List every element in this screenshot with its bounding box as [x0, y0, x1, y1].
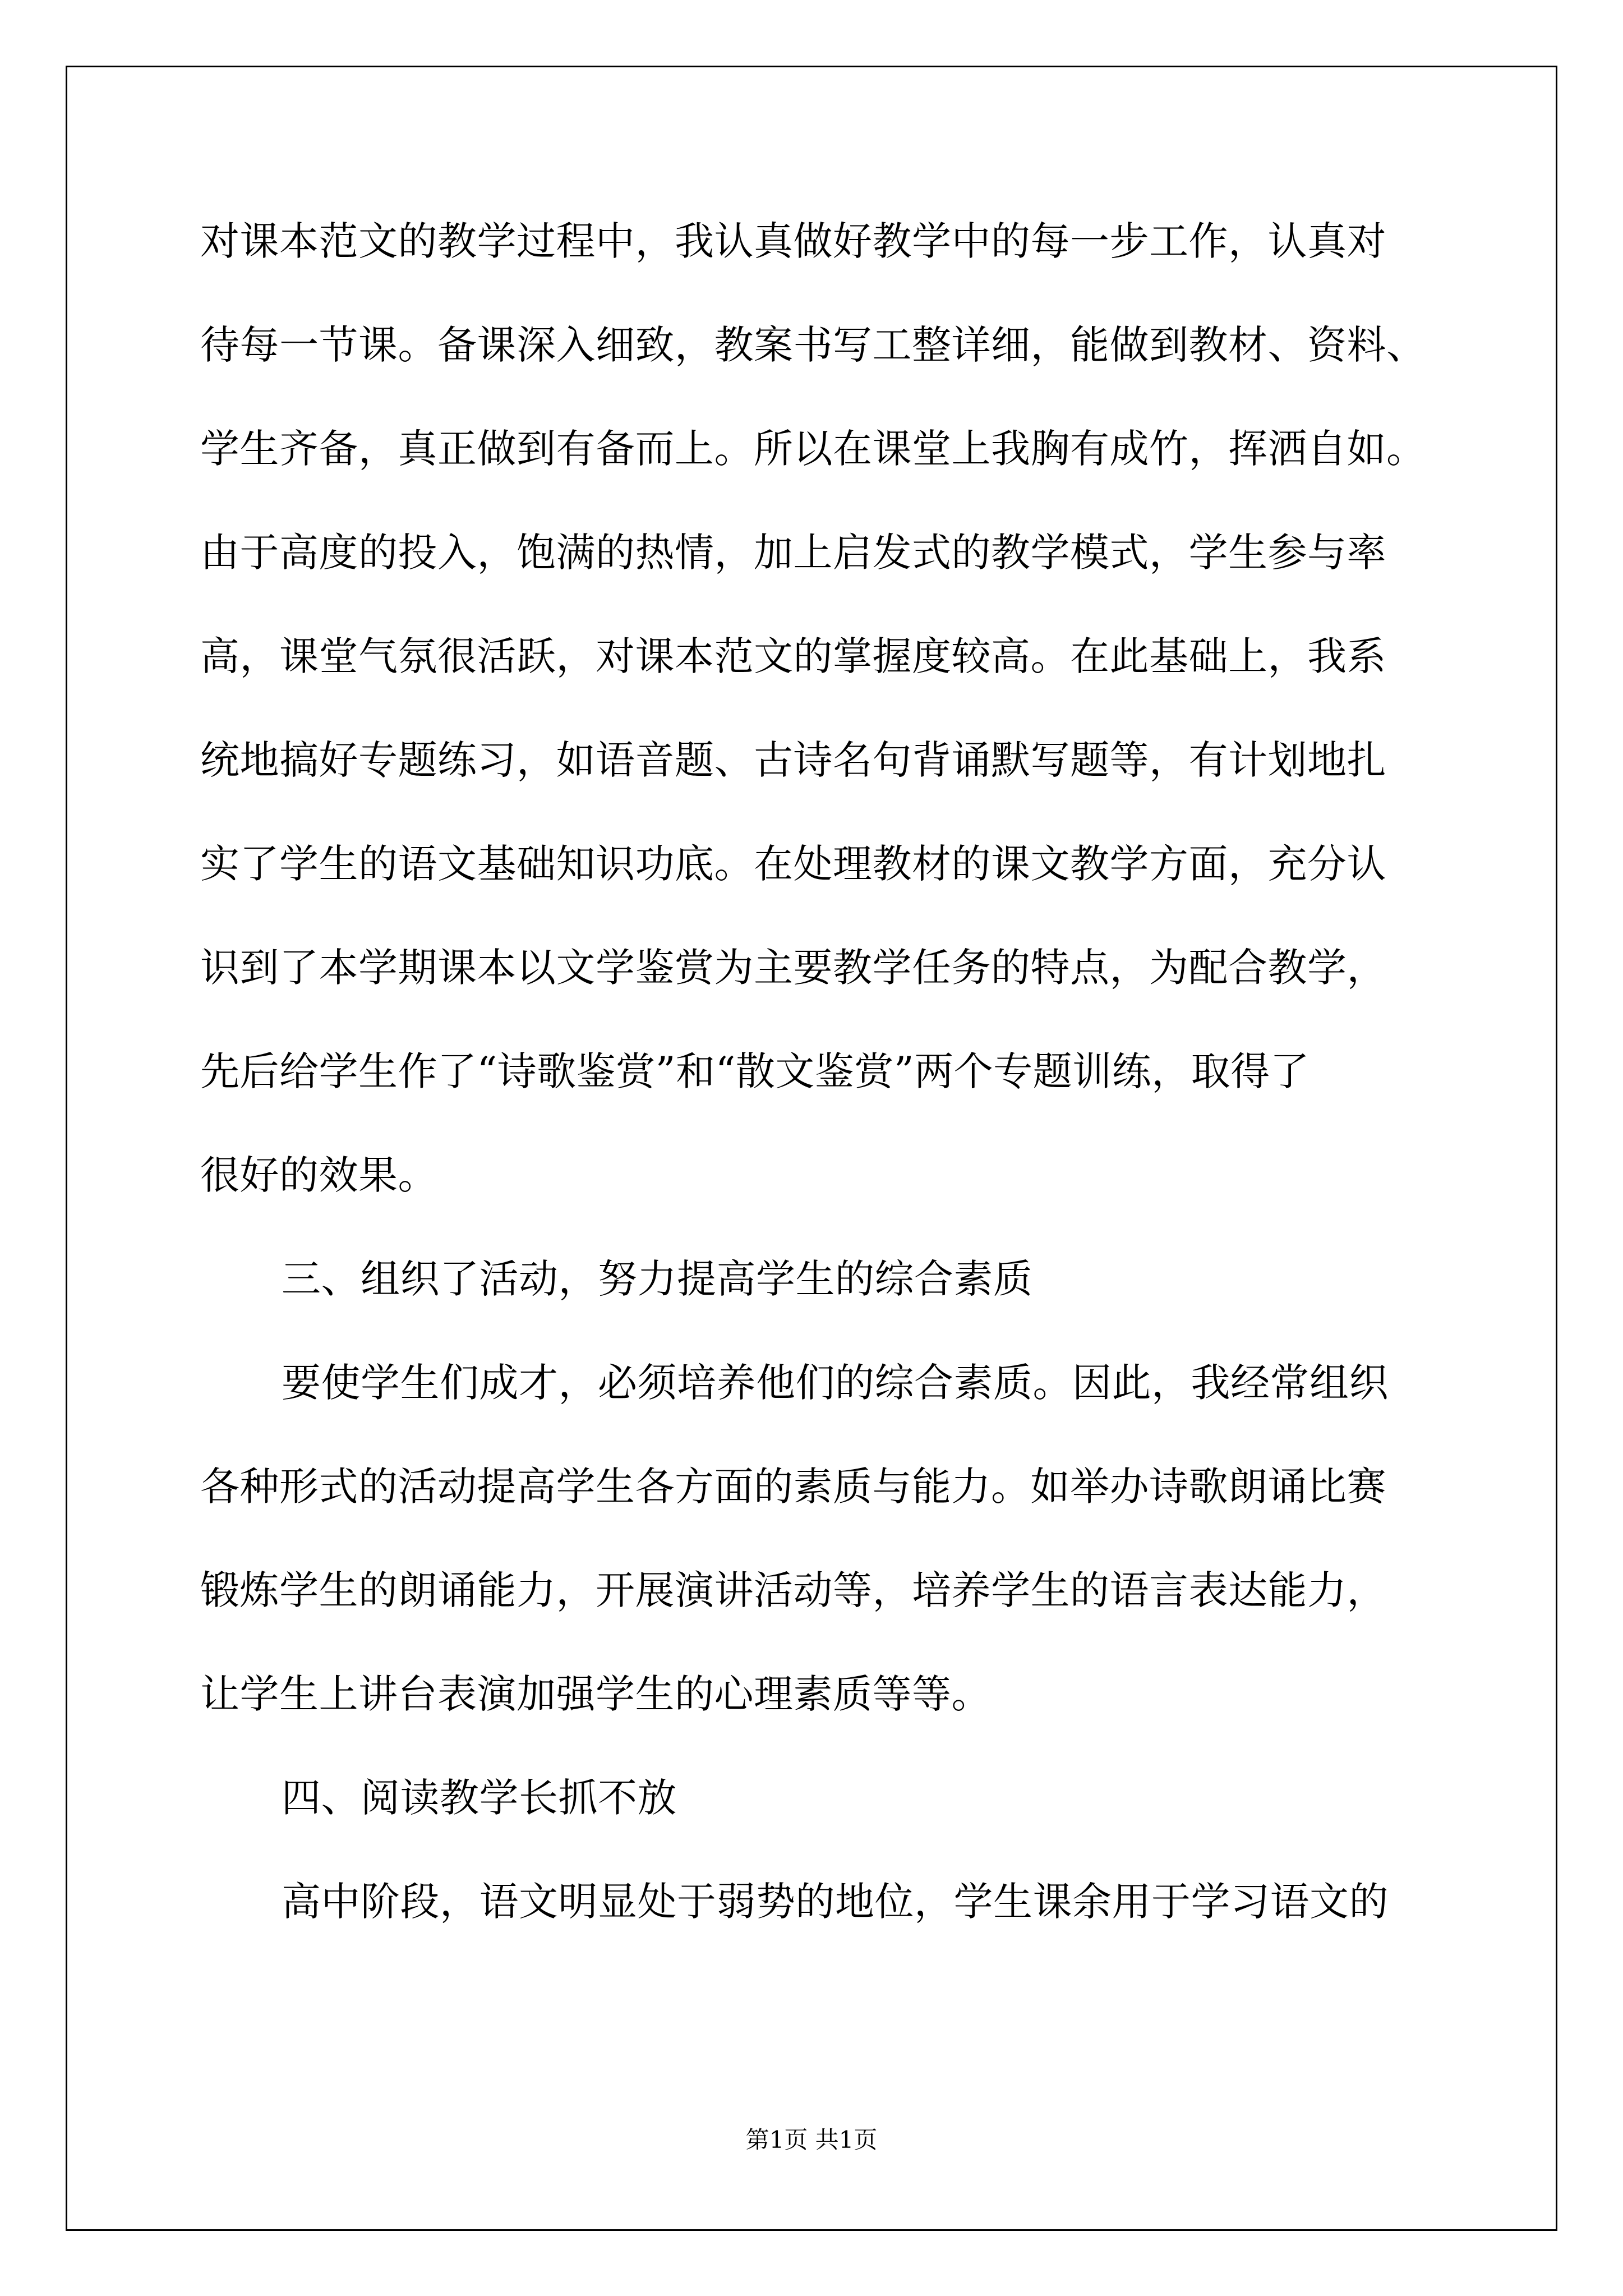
body-line: 高，课堂气氛很活跃，对课本范文的掌握度较高。在此基础上，我系: [200, 633, 1386, 679]
body-line: 识到了本学期课本以文学鉴赏为主要教学任务的特点，为配合教学，: [200, 945, 1386, 991]
paragraph-start-line: 高中阶段，语文明显处于弱势的地位，学生课余用于学习语文的: [282, 1879, 1389, 1925]
body-line: 实了学生的语文基础知识功底。在处理教材的课文教学方面，充分认: [200, 841, 1386, 887]
body-line: 统地搞好专题练习，如语音题、古诗名句背诵默写题等，有计划地扎: [200, 737, 1386, 783]
body-line: 对课本范文的教学过程中，我认真做好教学中的每一步工作，认真对: [200, 218, 1386, 264]
page-footer: 第1页 共1页: [745, 2126, 878, 2154]
body-line: 各种形式的活动提高学生各方面的素质与能力。如举办诗歌朗诵比赛: [200, 1464, 1386, 1510]
section-heading: 四、阅读教学长抓不放: [282, 1775, 677, 1821]
body-line: 先后给学生作了“诗歌鉴赏”和“散文鉴赏”两个专题训练，取得了: [200, 1048, 1310, 1094]
section-heading: 三、组织了活动，努力提高学生的综合素质: [282, 1256, 1033, 1302]
body-line: 很好的效果。: [200, 1152, 437, 1198]
body-line: 锻炼学生的朗诵能力，开展演讲活动等，培养学生的语言表达能力，: [200, 1567, 1386, 1613]
body-line: 待每一节课。备课深入细致，教案书写工整详细，能做到教材、资料、: [200, 322, 1426, 368]
body-line: 让学生上讲台表演加强学生的心理素质等等。: [200, 1671, 991, 1717]
paragraph-start-line: 要使学生们成才，必须培养他们的综合素质。因此，我经常组织: [282, 1360, 1389, 1406]
body-line: 学生齐备，真正做到有备而上。所以在课堂上我胸有成竹，挥洒自如。: [200, 426, 1426, 472]
body-line: 由于高度的投入，饱满的热情，加上启发式的教学模式，学生参与率: [200, 530, 1386, 576]
